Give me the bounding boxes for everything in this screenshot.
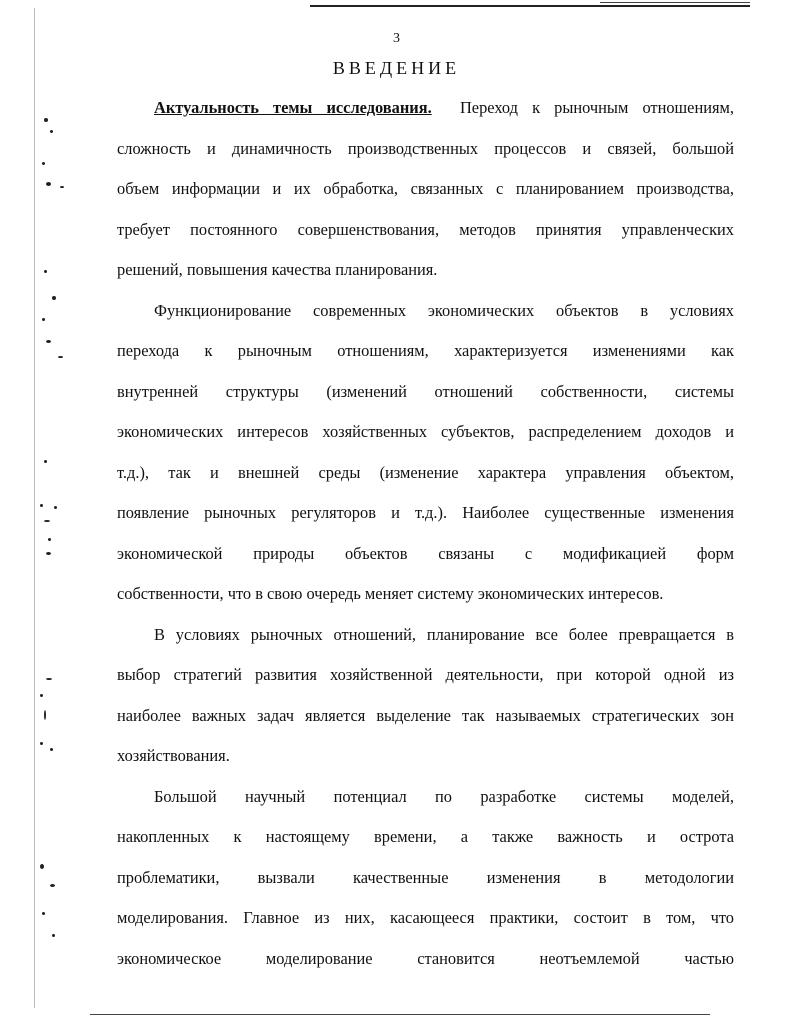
text-line: проблематики, вызвали качественные изменения в методологии [117,867,734,887]
section-title: ВВЕДЕНИЕ [332,58,461,78]
text-line: Большой научный потенциал по разработке системы моделей, [154,786,734,806]
text-line: появление рыночных регуляторов и т.д.). Наиболее существенные изменения [117,503,734,522]
scan-speck [52,934,55,937]
text-line: экономическое моделирование становится неотъемлемой частью [117,948,734,968]
scan-speck [54,506,57,509]
scan-speck [42,912,45,915]
scan-speck [60,186,64,188]
text-line [117,96,734,137]
text-line: хозяйствования. [117,746,230,765]
page-number: 3 [393,31,400,46]
text-line: выбор стратегий развития хозяйственной деятельности, при которой одной из [117,665,734,684]
scan-speck [58,356,63,358]
left-margin-line [34,8,35,1008]
scan-speck [46,678,52,680]
text-line: экономической природы объектов связаны с модификацией форм [117,543,734,563]
top-rule [310,5,750,7]
scan-speck [40,504,43,507]
text-line: наиболее важных задач является выделение так называемых стратегических зон [117,705,734,725]
scan-speck [50,748,53,751]
scan-speck [48,538,51,541]
text-line: перехода к рыночным отношениям, характеризуется изменениями как [117,341,734,360]
text-line: внутренней структуры (изменений отношений собственности, системы [117,381,734,401]
text-line: экономических интересов хозяйственных субъектов, распределением доходов и [117,422,734,441]
scan-speck [44,118,48,122]
text-line: В условиях рыночных отношений, планирование все более превращается в [154,624,734,644]
scan-speck [40,742,43,745]
paragraph-heading: Актуальность темы исследования. [154,98,432,117]
scan-speck [50,130,53,133]
scan-speck [52,296,56,300]
top-rule-thin [600,2,750,3]
text-line: Функционирование современных экономических объектов в условиях [154,300,734,320]
scan-speck [42,318,45,321]
text-line: моделирования. Главное из них, касающееся практики, состоит в том, что [117,908,734,927]
scan-speck [46,552,51,555]
text-line: собственности, что в свою очередь меняет систему экономических интересов. [117,584,664,603]
scan-speck [44,710,46,720]
scan-speck [50,884,55,887]
text-line: требует постоянного совершенствования, методов принятия управленческих [117,219,734,239]
scan-speck [40,864,44,869]
text-line: сложность и динамичность производственных процессов и связей, большой [117,138,734,158]
text-line: т.д.), так и внешней среды (изменение характера управления объектом, [117,462,734,482]
text-line: накопленных к настоящему времени, а также важность и острота [117,827,734,846]
scan-speck [44,270,47,273]
text-line: объем информации и их обработка, связанных с планированием производства, [117,179,734,198]
text-span: Переход к рыночным отношениям, [459,98,734,117]
scan-speck [46,340,51,343]
text-line: решений, повышения качества планирования. [117,260,438,279]
bottom-rule [90,1014,710,1015]
scan-speck [46,182,51,186]
scan-speck [42,162,45,165]
scan-speck [44,460,47,463]
scan-speck [40,694,43,697]
scan-speck [44,520,50,522]
body-text [117,96,734,987]
